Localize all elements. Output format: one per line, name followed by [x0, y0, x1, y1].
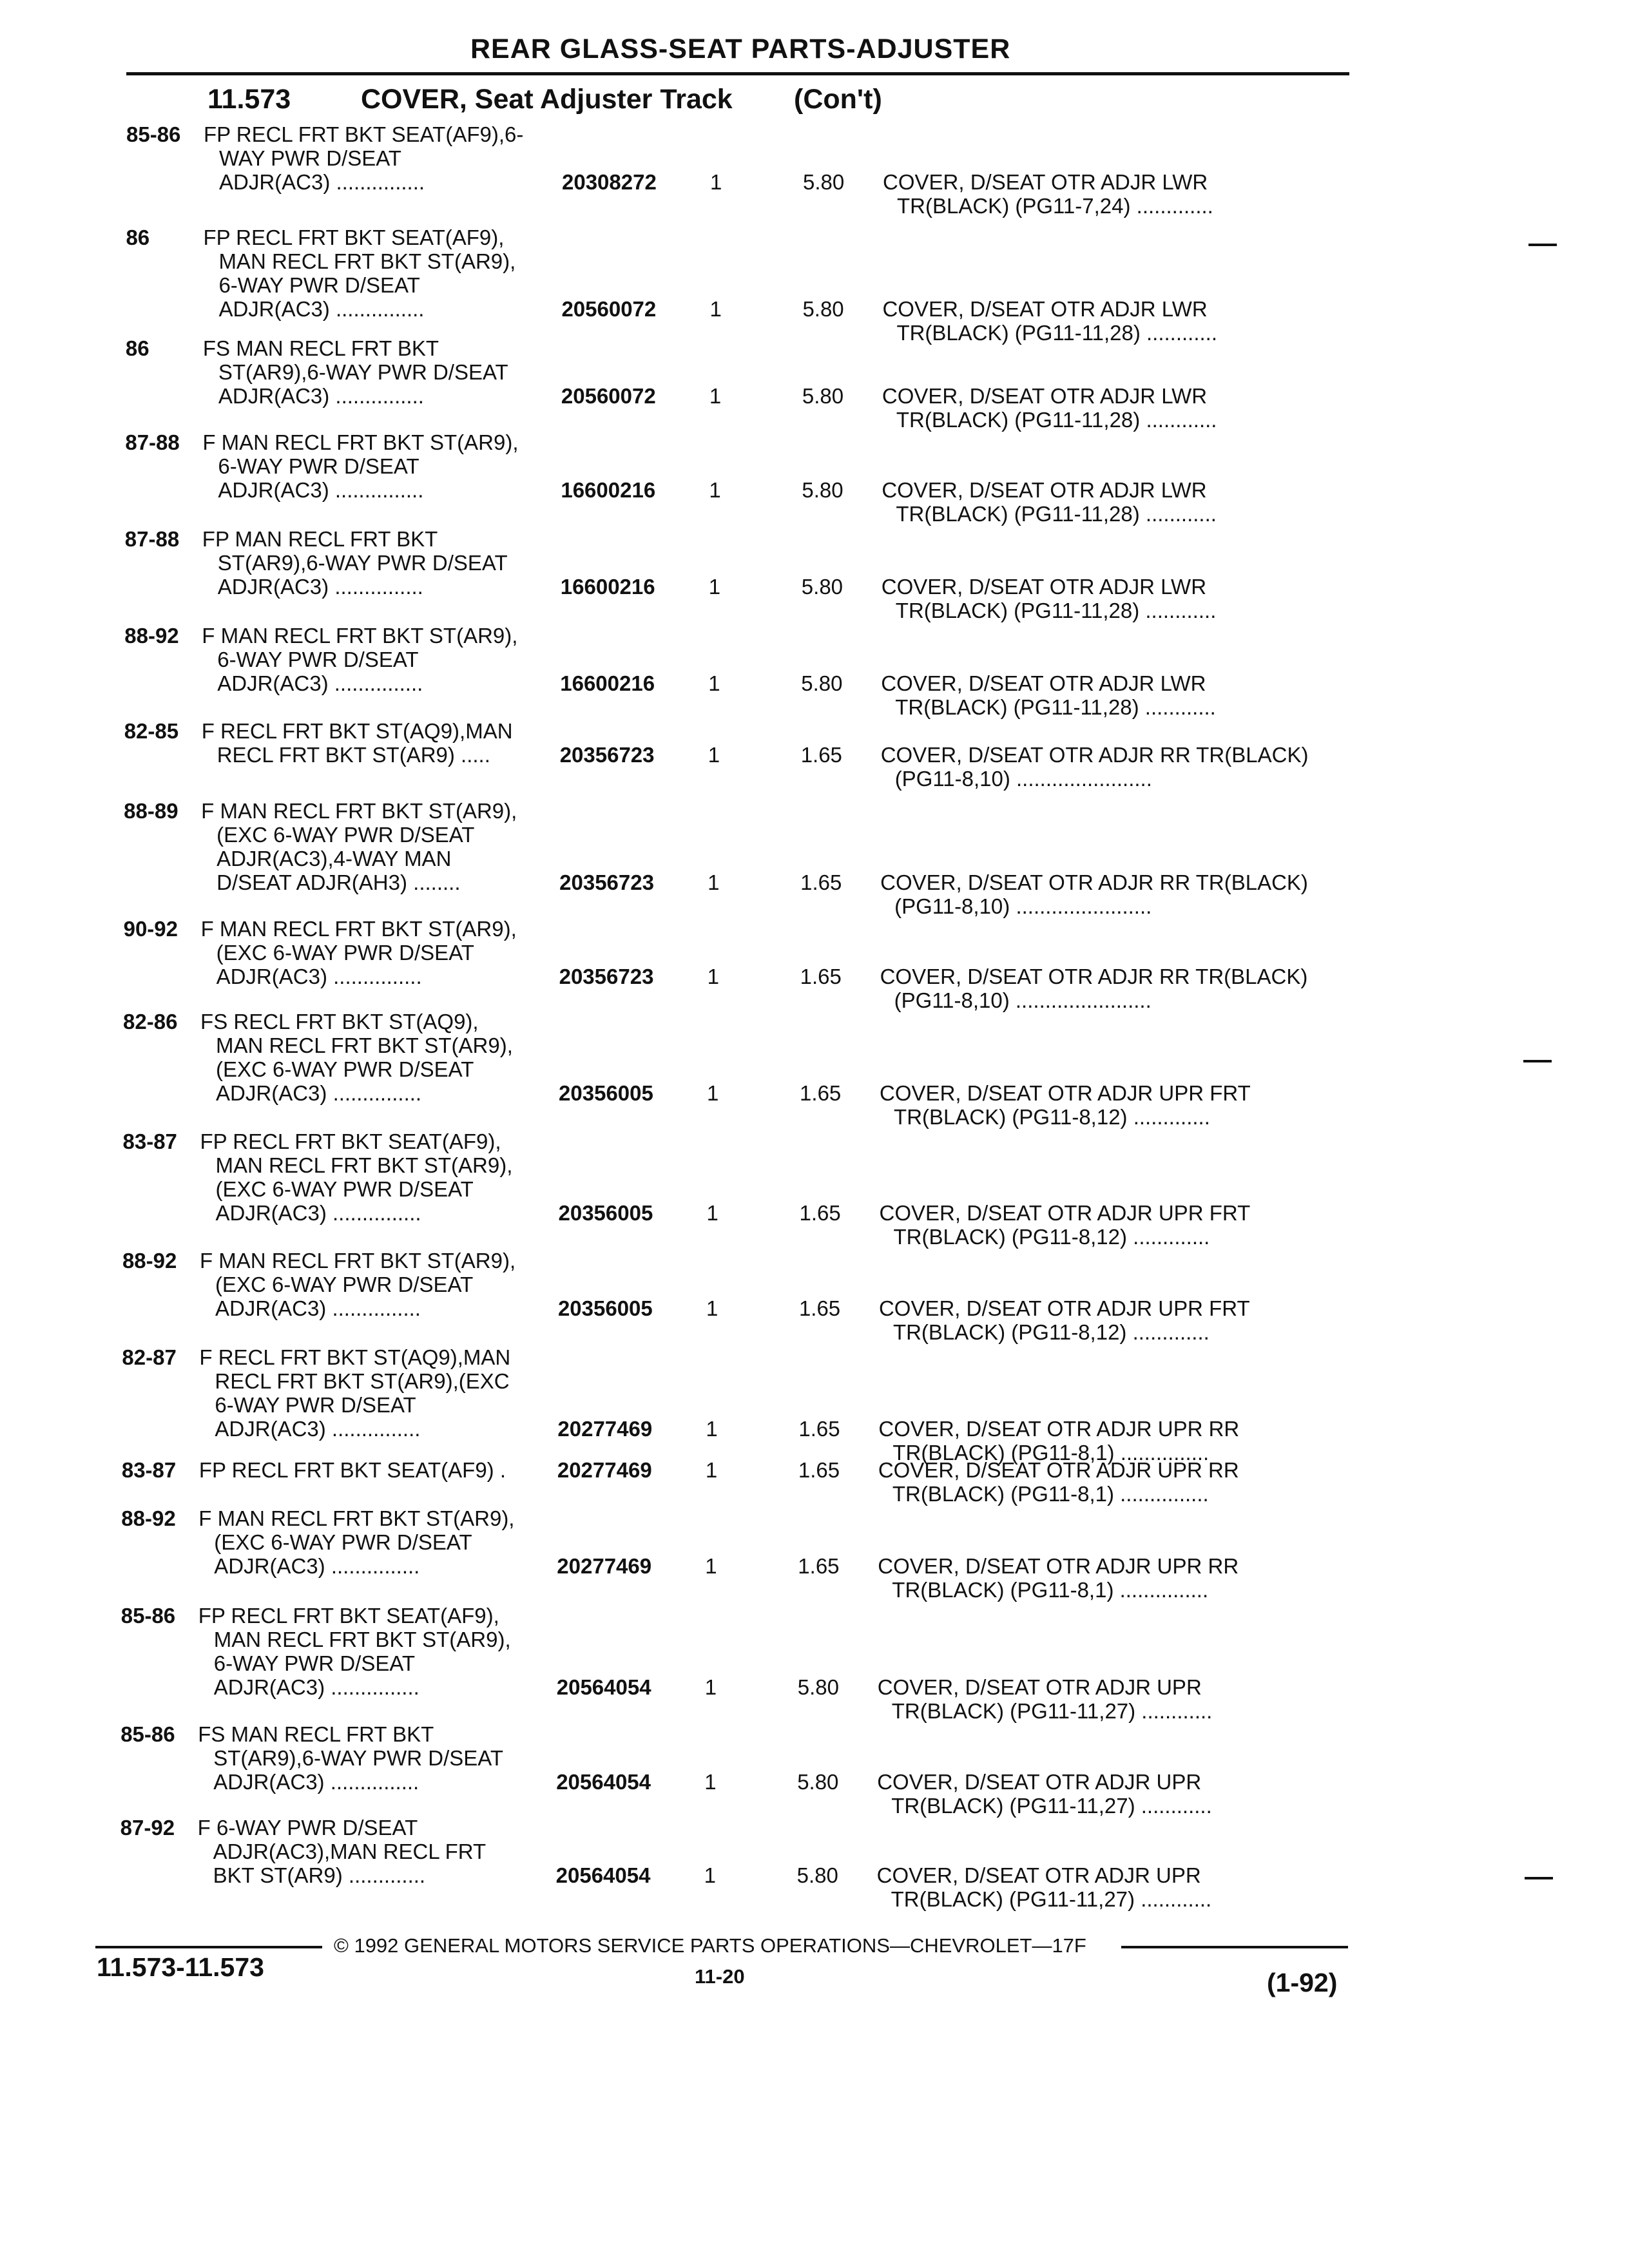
model-years: 85-86: [126, 122, 181, 146]
margin-mark: [1523, 1060, 1552, 1062]
price: 1.65: [798, 1554, 840, 1578]
part-number: 20564054: [556, 1675, 651, 1699]
part-number: 20308272: [562, 170, 657, 194]
margin-mark: [1528, 244, 1557, 246]
application-description-line: F RECL FRT BKT ST(AQ9),MAN: [199, 1345, 511, 1369]
part-number: 20356005: [558, 1201, 653, 1225]
footer-copyright: © 1992 GENERAL MOTORS SERVICE PARTS OPERATIONS—CHEVROLET—17F: [334, 1934, 1086, 1957]
application-description-line: (EXC 6-WAY PWR D/SEAT: [216, 1057, 474, 1081]
part-description-reference: TR(BLACK) (PG11-8,12) .............: [894, 1105, 1210, 1129]
part-number: 20356723: [559, 965, 654, 988]
application-description-line: (EXC 6-WAY PWR D/SEAT: [215, 1177, 474, 1201]
application-description-line: ST(AR9),6-WAY PWR D/SEAT: [213, 1746, 504, 1770]
part-description-reference: (PG11-8,10) .......................: [894, 988, 1152, 1012]
price: 5.80: [801, 575, 843, 599]
price: 5.80: [796, 1863, 838, 1887]
price: 1.65: [800, 743, 842, 767]
part-description: COVER, D/SEAT OTR ADJR LWR: [883, 170, 1208, 194]
price: 1.65: [800, 1081, 842, 1105]
application-description-line: ADJR(AC3) ...............: [217, 671, 423, 695]
part-description: COVER, D/SEAT OTR ADJR UPR FRT: [880, 1081, 1251, 1105]
application-description-line: ADJR(AC3) ...............: [219, 170, 425, 194]
quantity: 1: [705, 1554, 717, 1578]
price: 1.65: [798, 1458, 840, 1482]
application-description-line: (EXC 6-WAY PWR D/SEAT: [217, 823, 475, 847]
part-description-reference: TR(BLACK) (PG11-8,12) .............: [892, 1320, 1210, 1344]
part-description: COVER, D/SEAT OTR ADJR UPR RR: [878, 1417, 1240, 1441]
application-description-line: MAN RECL FRT BKT ST(AR9),: [216, 1033, 513, 1057]
price: 1.65: [800, 870, 842, 894]
quantity: 1: [704, 1770, 717, 1794]
application-description-line: ADJR(AC3),MAN RECL FRT: [213, 1840, 487, 1863]
application-description-line: ADJR(AC3) ...............: [217, 575, 423, 599]
part-description: COVER, D/SEAT OTR ADJR UPR: [877, 1675, 1202, 1699]
part-description: COVER, D/SEAT OTR ADJR LWR: [882, 384, 1208, 408]
application-description-line: ADJR(AC3) ...............: [218, 384, 424, 408]
application-description-line: F MAN RECL FRT BKT ST(AR9),: [201, 799, 517, 823]
part-description: COVER, D/SEAT OTR ADJR UPR FRT: [878, 1296, 1250, 1320]
page-header-title: REAR GLASS-SEAT PARTS-ADJUSTER: [470, 34, 1011, 64]
part-description: COVER, D/SEAT OTR ADJR RR TR(BLACK): [880, 870, 1308, 894]
quantity: 1: [708, 743, 720, 767]
model-years: 88-92: [122, 1249, 177, 1273]
part-number: 20277469: [557, 1554, 652, 1578]
price: 5.80: [801, 671, 843, 695]
model-years: 85-86: [120, 1722, 175, 1746]
part-number: 20356723: [559, 743, 655, 767]
application-description-line: F RECL FRT BKT ST(AQ9),MAN: [201, 719, 513, 743]
application-description-line: FP RECL FRT BKT SEAT(AF9) .: [198, 1458, 506, 1482]
part-description: COVER, D/SEAT OTR ADJR UPR: [876, 1863, 1201, 1887]
footer-rule-left: [95, 1946, 322, 1948]
application-description-line: BKT ST(AR9) .............: [213, 1863, 426, 1887]
application-description-line: ADJR(AC3) ...............: [215, 1417, 421, 1441]
part-number: 20560072: [561, 384, 656, 408]
application-description-line: MAN RECL FRT BKT ST(AR9),: [218, 249, 516, 273]
application-description-line: ADJR(AC3) ...............: [218, 478, 424, 502]
footer-revision-date: (1-92): [1267, 1968, 1338, 1997]
application-description-line: F MAN RECL FRT BKT ST(AR9),: [198, 1506, 515, 1530]
part-description-reference: TR(BLACK) (PG11-11,28) ............: [896, 502, 1217, 526]
application-description-line: ADJR(AC3) ...............: [215, 1201, 421, 1225]
model-years: 86: [126, 226, 150, 249]
model-years: 87-92: [120, 1816, 175, 1840]
footer-rule-right: [1121, 1946, 1348, 1948]
margin-mark: [1525, 1877, 1553, 1879]
part-description-reference: TR(BLACK) (PG11-11,28) ............: [895, 695, 1216, 719]
price: 5.80: [803, 170, 845, 194]
application-description-line: F 6-WAY PWR D/SEAT: [197, 1816, 418, 1840]
application-description-line: ADJR(AC3) ...............: [214, 1554, 420, 1578]
application-description-line: FS MAN RECL FRT BKT: [198, 1722, 434, 1746]
part-description: COVER, D/SEAT OTR ADJR LWR: [881, 575, 1207, 599]
part-description: COVER, D/SEAT OTR ADJR UPR RR: [878, 1554, 1239, 1578]
part-number: 16600216: [560, 575, 655, 599]
price: 1.65: [798, 1296, 841, 1320]
application-description-line: RECL FRT BKT ST(AR9) .....: [217, 743, 490, 767]
application-description-line: FP RECL FRT BKT SEAT(AF9),6-: [204, 122, 524, 146]
part-description-reference: TR(BLACK) (PG11-8,12) .............: [893, 1225, 1210, 1249]
part-description-reference: (PG11-8,10) .......................: [894, 894, 1152, 918]
application-description-line: FP RECL FRT BKT SEAT(AF9),: [203, 226, 505, 249]
model-years: 86: [125, 336, 149, 360]
application-description-line: 6-WAY PWR D/SEAT: [217, 648, 419, 671]
footer-range: 11.573-11.573: [97, 1952, 264, 1982]
price: 5.80: [802, 297, 844, 321]
application-description-line: FP MAN RECL FRT BKT: [202, 527, 438, 551]
section-continued: (Con't): [794, 84, 882, 115]
quantity: 1: [709, 297, 722, 321]
part-number: 16600216: [560, 671, 655, 695]
application-description-line: ST(AR9),6-WAY PWR D/SEAT: [218, 360, 508, 384]
application-description-line: MAN RECL FRT BKT ST(AR9),: [213, 1628, 511, 1651]
application-description-line: FP RECL FRT BKT SEAT(AF9),: [200, 1129, 501, 1153]
quantity: 1: [709, 478, 721, 502]
quantity: 1: [708, 671, 720, 695]
part-description-reference: TR(BLACK) (PG11-8,1) ...............: [892, 1578, 1209, 1602]
quantity: 1: [706, 1417, 718, 1441]
quantity: 1: [706, 1296, 718, 1320]
part-description-reference: TR(BLACK) (PG11-11,28) ............: [896, 408, 1217, 432]
footer-page-number: 11-20: [695, 1965, 745, 1988]
application-description-line: F MAN RECL FRT BKT ST(AR9),: [199, 1249, 516, 1273]
quantity: 1: [710, 170, 722, 194]
quantity: 1: [709, 384, 722, 408]
application-description-line: RECL FRT BKT ST(AR9),(EXC: [215, 1369, 510, 1393]
part-number: 20356723: [559, 870, 654, 894]
application-description-line: MAN RECL FRT BKT ST(AR9),: [215, 1153, 513, 1177]
part-number: 20277469: [557, 1458, 652, 1482]
application-description-line: ADJR(AC3) ...............: [213, 1675, 419, 1699]
part-number: 16600216: [561, 478, 656, 502]
header-rule: [126, 72, 1349, 75]
application-description-line: ADJR(AC3) ...............: [218, 297, 425, 321]
price: 1.65: [798, 1417, 840, 1441]
part-description-reference: TR(BLACK) (PG11-8,1) ...............: [892, 1441, 1210, 1465]
part-description-reference: TR(BLACK) (PG11-11,27) ............: [891, 1887, 1212, 1911]
quantity: 1: [706, 1201, 718, 1225]
quantity: 1: [708, 575, 721, 599]
part-description-reference: TR(BLACK) (PG11-11,27) ............: [891, 1794, 1212, 1818]
application-description-line: ADJR(AC3) ...............: [213, 1770, 419, 1794]
model-years: 82-86: [123, 1010, 178, 1033]
part-description: COVER, D/SEAT OTR ADJR RR TR(BLACK): [880, 743, 1309, 767]
application-description-line: ST(AR9),6-WAY PWR D/SEAT: [217, 551, 508, 575]
application-description-line: F MAN RECL FRT BKT ST(AR9),: [202, 624, 518, 648]
quantity: 1: [705, 1458, 718, 1482]
model-years: 87-88: [124, 527, 180, 551]
section-title: COVER, Seat Adjuster Track: [361, 84, 733, 115]
model-years: 82-87: [122, 1345, 177, 1369]
application-description-line: 6-WAY PWR D/SEAT: [215, 1393, 416, 1417]
part-description-reference: TR(BLACK) (PG11-7,24) .............: [897, 194, 1213, 218]
application-description-line: FS MAN RECL FRT BKT: [202, 336, 439, 360]
application-description-line: F MAN RECL FRT BKT ST(AR9),: [200, 917, 517, 941]
application-description-line: F MAN RECL FRT BKT ST(AR9),: [202, 430, 519, 454]
part-description: COVER, D/SEAT OTR ADJR UPR RR: [878, 1458, 1239, 1482]
price: 5.80: [797, 1675, 839, 1699]
part-description-reference: TR(BLACK) (PG11-8,1) ...............: [892, 1482, 1209, 1506]
model-years: 88-89: [124, 799, 178, 823]
quantity: 1: [704, 1675, 717, 1699]
model-years: 88-92: [124, 624, 179, 648]
part-description-reference: (PG11-8,10) .......................: [894, 767, 1152, 791]
model-years: 87-88: [125, 430, 180, 454]
part-number: 20564054: [556, 1770, 651, 1794]
part-description-reference: TR(BLACK) (PG11-11,27) ............: [891, 1699, 1213, 1723]
price: 5.80: [802, 478, 843, 502]
application-description-line: (EXC 6-WAY PWR D/SEAT: [215, 1273, 474, 1296]
model-years: 83-87: [122, 1129, 177, 1153]
part-number: 20564054: [555, 1863, 651, 1887]
part-description: COVER, D/SEAT OTR ADJR LWR: [882, 478, 1207, 502]
part-number: 20356005: [559, 1081, 653, 1105]
part-description: COVER, D/SEAT OTR ADJR RR TR(BLACK): [880, 965, 1308, 988]
part-number: 20277469: [557, 1417, 653, 1441]
application-description-line: ADJR(AC3) ...............: [216, 1081, 422, 1105]
application-description-line: (EXC 6-WAY PWR D/SEAT: [216, 941, 474, 965]
section-number: 11.573: [207, 84, 291, 115]
part-description-reference: TR(BLACK) (PG11-11,28) ............: [895, 599, 1217, 622]
part-number: 20560072: [561, 297, 657, 321]
price: 5.80: [802, 384, 844, 408]
application-description-line: 6-WAY PWR D/SEAT: [213, 1651, 416, 1675]
application-description-line: ADJR(AC3) ...............: [216, 965, 422, 988]
part-description: COVER, D/SEAT OTR ADJR LWR: [881, 671, 1206, 695]
quantity: 1: [708, 870, 720, 894]
model-years: 82-85: [124, 719, 179, 743]
model-years: 85-86: [120, 1604, 176, 1628]
application-description-line: WAY PWR D/SEAT: [219, 146, 401, 170]
part-description: COVER, D/SEAT OTR ADJR UPR: [877, 1770, 1202, 1794]
application-description-line: 6-WAY PWR D/SEAT: [218, 273, 420, 297]
price: 1.65: [799, 1201, 841, 1225]
quantity: 1: [707, 965, 719, 988]
price: 1.65: [800, 965, 842, 988]
part-number: 20356005: [557, 1296, 653, 1320]
application-description-line: FP RECL FRT BKT SEAT(AF9),: [198, 1604, 499, 1628]
application-description-line: ADJR(AC3),4-WAY MAN: [217, 847, 452, 870]
model-years: 83-87: [121, 1458, 177, 1482]
part-description-reference: TR(BLACK) (PG11-11,28) ............: [896, 321, 1218, 345]
application-description-line: D/SEAT ADJR(AH3) ........: [217, 870, 461, 894]
application-description-line: 6-WAY PWR D/SEAT: [218, 454, 419, 478]
application-description-line: FS RECL FRT BKT ST(AQ9),: [200, 1010, 479, 1033]
model-years: 90-92: [123, 917, 178, 941]
quantity: 1: [707, 1081, 719, 1105]
application-description-line: ADJR(AC3) ...............: [215, 1296, 421, 1320]
quantity: 1: [704, 1863, 716, 1887]
model-years: 88-92: [121, 1506, 176, 1530]
part-description: COVER, D/SEAT OTR ADJR UPR FRT: [879, 1201, 1251, 1225]
price: 5.80: [797, 1770, 839, 1794]
part-description: COVER, D/SEAT OTR ADJR LWR: [882, 297, 1208, 321]
application-description-line: (EXC 6-WAY PWR D/SEAT: [214, 1530, 472, 1554]
